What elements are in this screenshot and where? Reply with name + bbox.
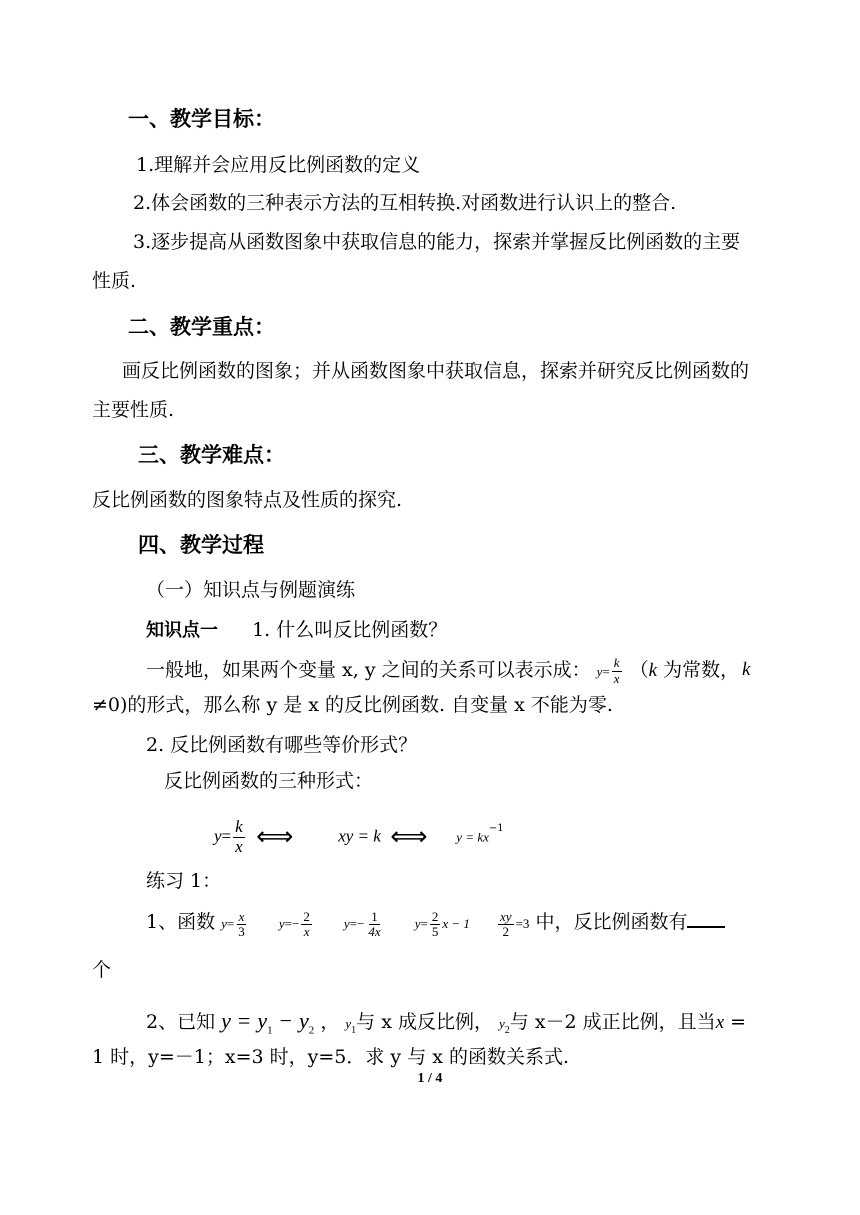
y2-symbol: y — [499, 1016, 505, 1031]
equivalence-arrow-2: ⟺ — [390, 822, 428, 853]
option-d-den: 5 — [431, 924, 439, 939]
knowledge-point-label: 知识点一 — [146, 620, 218, 641]
option-e-den: 2 — [502, 924, 510, 939]
form1-eq: = — [221, 826, 232, 846]
form1-y: y — [214, 826, 222, 846]
option-c-eq: = — [349, 916, 358, 931]
option-e-num: xy — [500, 908, 512, 924]
option-d-eq: = — [420, 916, 428, 931]
var-k: k — [648, 660, 658, 681]
option-a-eq: = — [226, 916, 235, 931]
option-a-den: 3 — [238, 924, 245, 939]
exercise-2-mid2: 与 x－2 成正比例，且当 — [509, 1011, 716, 1033]
goal-item-3-line1: 3.逐步提高从函数图象中获取信息的能力，探索并掌握反比例函数的主要 — [133, 231, 741, 253]
option-c-y: y — [343, 916, 350, 931]
form1-denominator: x — [235, 836, 243, 856]
difficulties-line1: 反比例函数的图象特点及性质的探究. — [92, 489, 403, 511]
definition-line2: ≠0)的形式，那么称 y 是 x 的反比例函数. 自变量 x 不能为零. — [92, 694, 613, 716]
exercise-2-mid1: 与 x 成反比例， — [356, 1011, 493, 1033]
three-forms-title: 反比例函数的三种形式： — [164, 770, 374, 792]
exercise-1-row — [146, 898, 725, 946]
exercise-2-x: x — [715, 1012, 725, 1033]
eq-y2-sub: 2 — [308, 1024, 315, 1037]
var-k-end: k — [742, 659, 751, 680]
option-d — [414, 908, 470, 939]
knowledge-point-1-row — [146, 615, 447, 646]
option-b-eq: = — [284, 916, 292, 931]
eq-y1: y — [257, 1008, 268, 1033]
option-c-fraction — [366, 910, 382, 940]
eq-y: y — [221, 1008, 231, 1033]
definition-line1 — [146, 650, 739, 690]
exercise-2-line2: 1 时，y=－1；x=3 时，y=5．求 y 与 x 的函数关系式. — [92, 1046, 570, 1068]
option-d-y: y — [414, 916, 421, 931]
form3-y-eq-kx: y = kx — [456, 829, 489, 845]
option-e-eq: = — [515, 916, 523, 931]
option-a-y: y — [221, 916, 227, 931]
option-a — [221, 908, 249, 939]
option-a-num: x — [238, 908, 245, 924]
definition-text-b: （ — [629, 659, 649, 681]
eq-minus: − — [279, 1008, 293, 1033]
option-b — [278, 908, 314, 939]
definition-text-a: 一般地，如果两个变量 x, y 之间的关系可以表示成： — [146, 659, 591, 681]
option-d-tail: x − 1 — [442, 916, 470, 931]
form3-exponent: −1 — [488, 823, 504, 834]
option-d-num: 2 — [431, 908, 439, 924]
y1-symbol: y — [345, 1016, 352, 1031]
definition-text-c: 为常数， — [657, 659, 740, 681]
key-points-line2: 主要性质. — [92, 399, 175, 421]
page-number: 1 / 4 — [417, 1071, 443, 1086]
formula-k-over-x-inline — [612, 656, 622, 686]
goal-item-2: 2.体会函数的三种表示方法的互相转换.对函数进行认识上的整合. — [133, 192, 677, 214]
equivalence-arrow-1: ⟺ — [256, 822, 294, 853]
option-a-fraction — [236, 910, 247, 940]
y2-symbol-sub: 2 — [504, 1024, 510, 1036]
eq-sign: = — [237, 1008, 251, 1033]
goal-item-3-line2: 性质. — [92, 270, 137, 292]
option-b-y: y — [278, 916, 285, 931]
fraction-numerator: k — [613, 655, 620, 671]
exercise-1-prefix: 1、函数 — [146, 911, 216, 933]
formula-eq-inline: = — [602, 664, 610, 679]
option-e-rhs: 3 — [522, 916, 530, 931]
heading-key-points: 二、教学重点： — [128, 315, 275, 339]
y1-symbol-sub: 1 — [351, 1024, 357, 1036]
option-c — [343, 908, 385, 939]
option-e — [496, 908, 530, 939]
option-c-minus: − — [357, 916, 365, 931]
form1-numerator: k — [235, 816, 243, 836]
exercise-2-equation — [221, 1008, 315, 1037]
form1-fraction — [233, 818, 245, 856]
heading-difficulties: 三、教学难点： — [138, 443, 285, 467]
eq-y2: y — [299, 1008, 309, 1033]
option-b-fraction — [301, 910, 312, 940]
practice-title: 练习 1： — [146, 870, 222, 892]
option-b-minus: − — [291, 916, 300, 931]
heading-teaching-goals: 一、教学目标： — [128, 107, 275, 131]
question-2: 2. 反比例函数有哪些等价形式？ — [146, 734, 418, 756]
option-c-num: 1 — [371, 908, 378, 924]
key-points-line1: 画反比例函数的图象；并从函数图象中获取信息，探索并研究反比例函数的 — [122, 360, 750, 382]
goal-item-1: 1.理解并会应用反比例函数的定义 — [136, 154, 421, 176]
option-c-den: 4x — [368, 924, 381, 939]
fraction-denominator: x — [613, 670, 620, 686]
knowledge-point-question: 1. 什么叫反比例函数？ — [252, 619, 448, 641]
eq-y1-sub: 1 — [267, 1024, 273, 1037]
exercise-2-mid3: = — [724, 1011, 747, 1033]
option-e-fraction — [498, 910, 514, 940]
form2-xy-eq-k: xy = k — [338, 826, 381, 846]
answer-blank — [687, 906, 725, 928]
formula-y-inline: y — [596, 664, 603, 679]
exercise-2-line1: 2、已知 $y = y_1 - y_2$ ， $y_1$与 x 成反比例， $y_2$与 x－2 成正比例，且当x = — [146, 1008, 747, 1037]
option-d-fraction — [430, 910, 441, 940]
subsection-knowledge-examples: （一）知识点与例题演练 — [146, 579, 356, 601]
exercise-1-suffix: 中，反比例函数有 — [535, 911, 688, 933]
option-b-den: x — [303, 924, 310, 939]
heading-teaching-process: 四、教学过程 — [138, 533, 264, 557]
three-forms-row — [214, 808, 504, 858]
exercise-1-unit: 个 — [92, 959, 112, 981]
exercise-2-prefix: 2、已知 — [146, 1011, 216, 1033]
option-b-num: 2 — [303, 908, 310, 924]
